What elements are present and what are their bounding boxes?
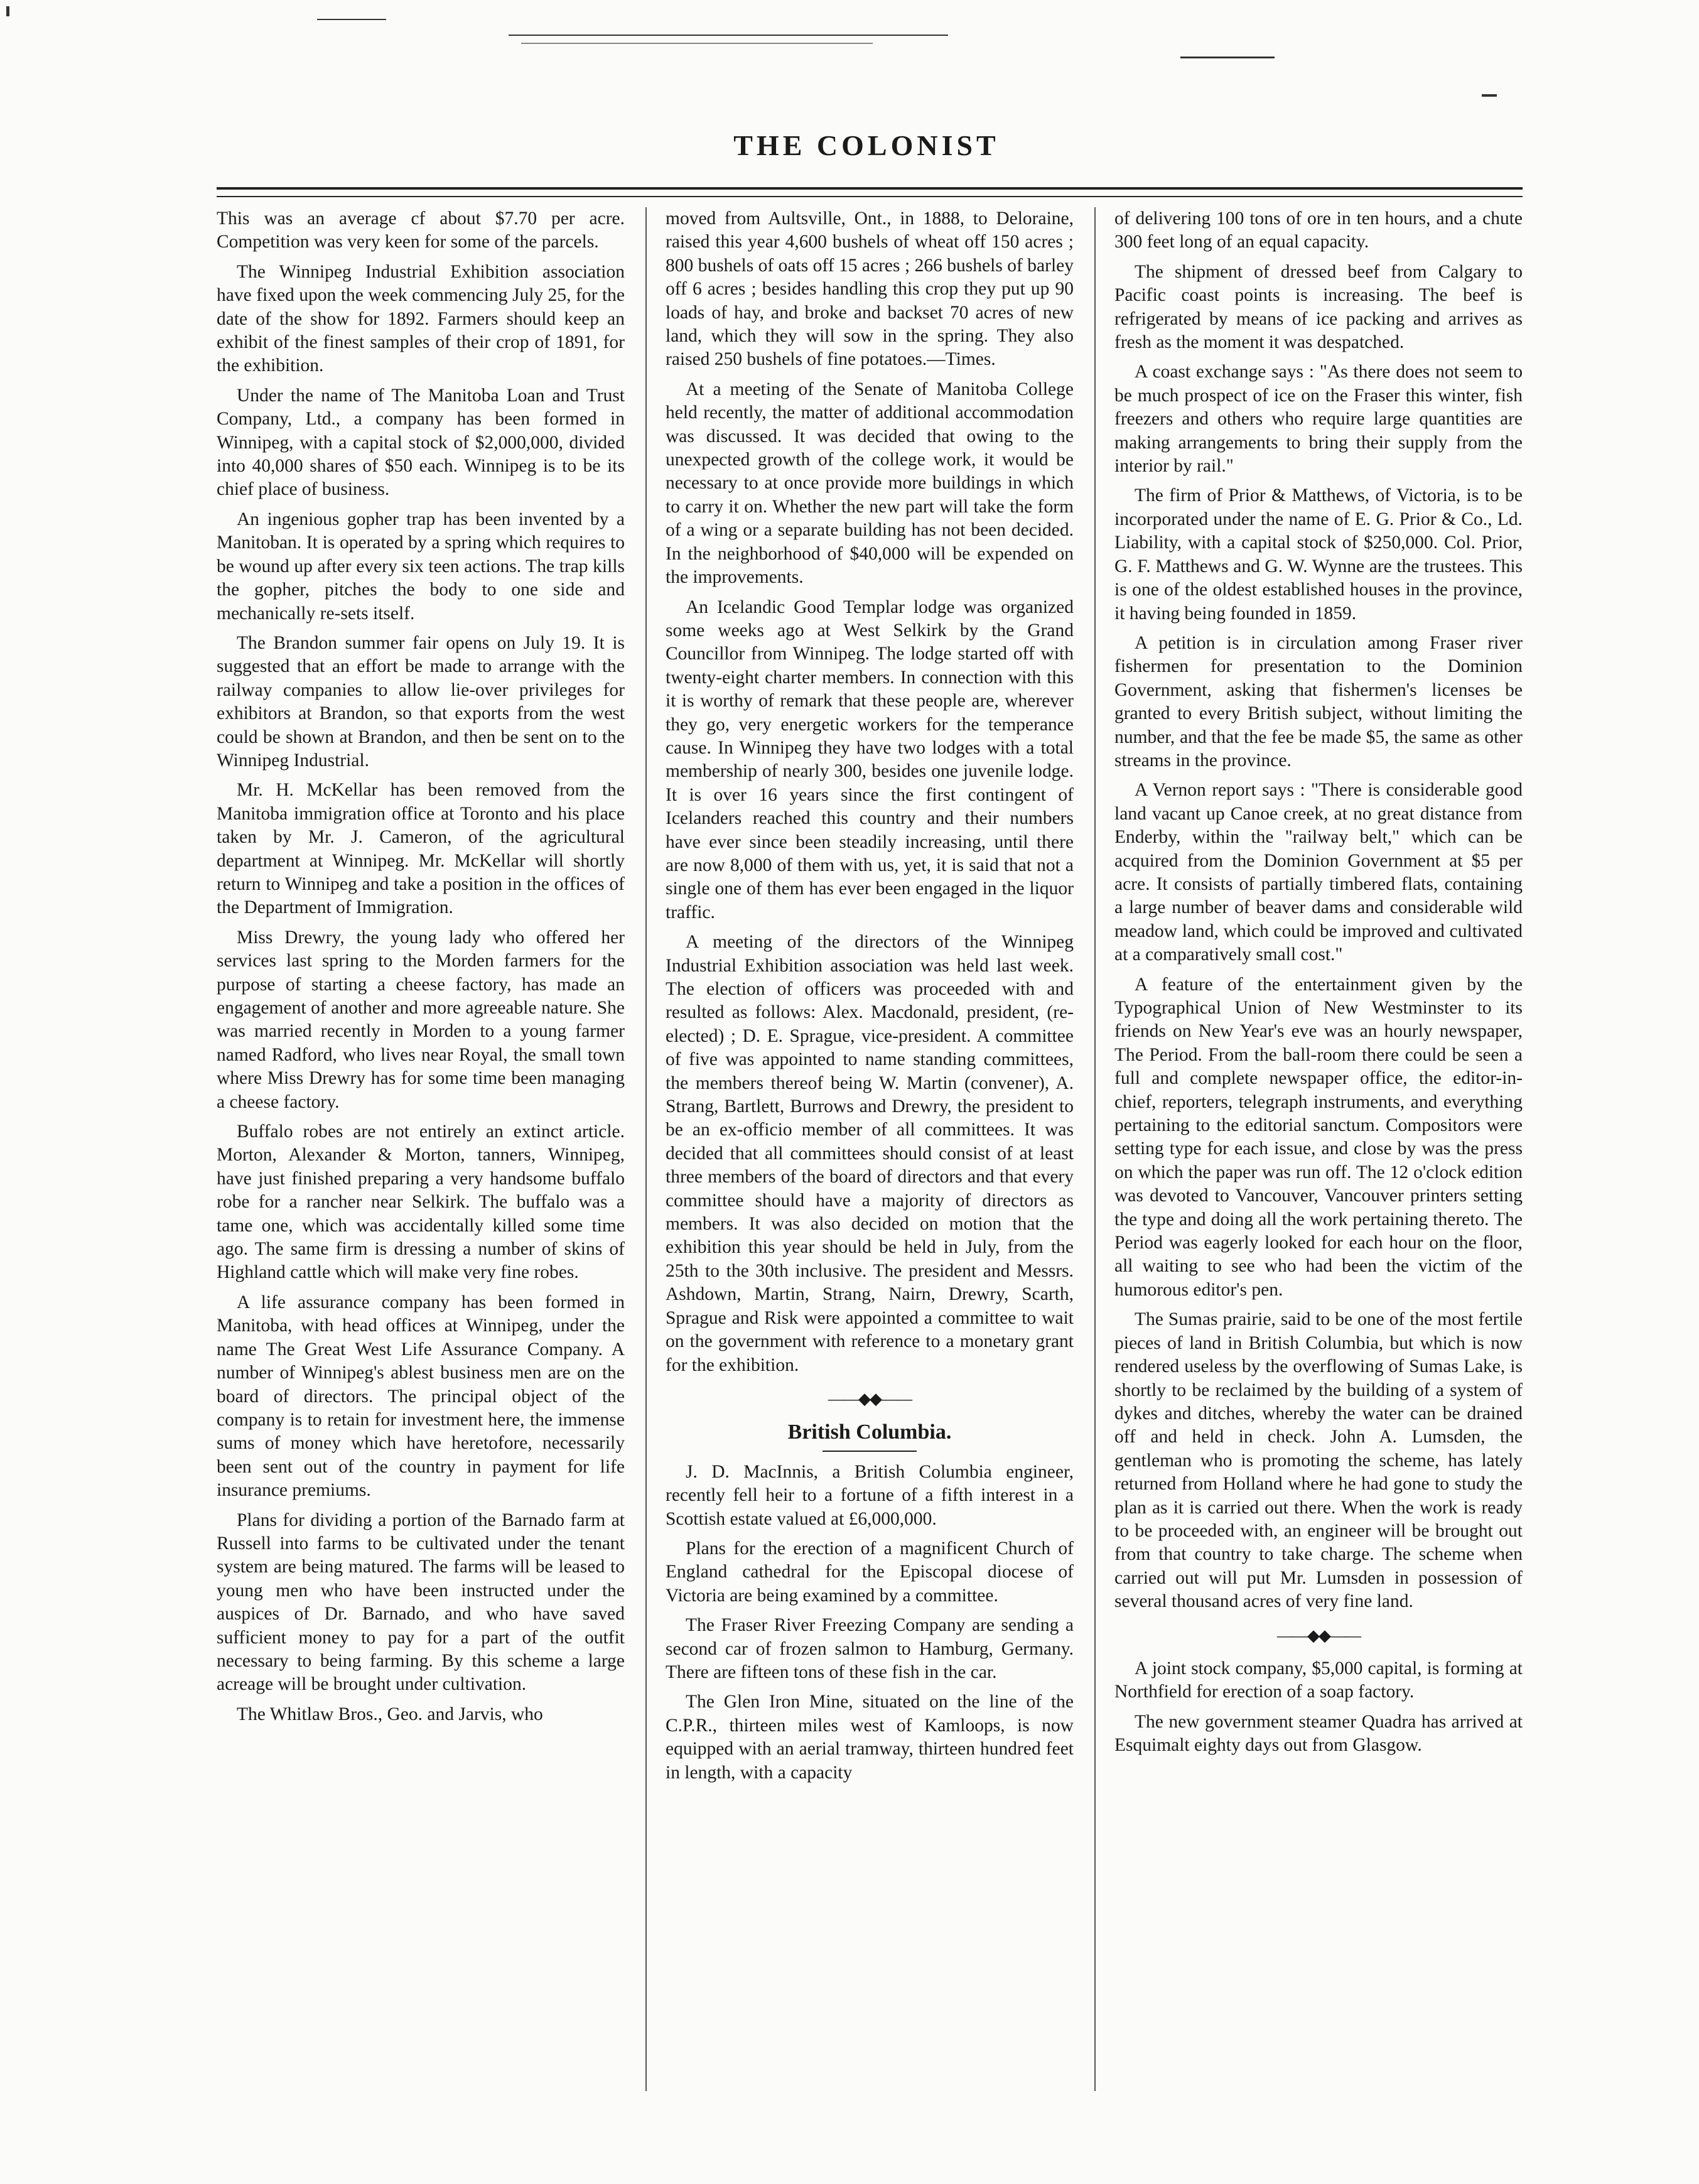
section-ornament: ——◆◆—— <box>828 1389 911 1408</box>
paragraph: Miss Drewry, the young lady who offered her services last spring to the Morden farmers for the purpose of starting a cheese factory, has made an engagement of another and more agreeable nature. She was married recently in Morden to a young farmer named Radford, who lives near Royal, the small town where Miss Drewry has for some time been managing a cheese factory. <box>217 927 625 1112</box>
paragraph: The firm of Prior & Matthews, of Victoria, is to be incorporated under the name of E. G. Prior & Co., Ld. Liability, with a capital stock of $250,000. Col. Prior, G. F. Matthews and G. W. Wynne are the trustees. This is one of the oldest established houses in the province, it having being founded in 1859. <box>1114 485 1523 624</box>
paragraph: The shipment of dressed beef from Calgary to Pacific coast points is increasing. The beef is refrigerated by means of ice packing and arrives as fresh as the moment it was despatched. <box>1114 261 1523 353</box>
section-ornament: ——◆◆—— <box>1277 1626 1360 1645</box>
paragraph: This was an average cf about $7.70 per acre. Competition was very keen for some of the parcels. <box>217 208 625 252</box>
paragraph: A feature of the entertainment given by the Typographical Union of New Westminster to its friends on New Year's eve was an hourly newspaper, The Period. From the ball-room there could be seen a full and complete newspaper office, the editor-in-chief, reporters, telegraph instruments, and everything pertaining to the editorial sanctum. Compositors were setting type for each issue, and close by was the press on which the paper was run off. The 12 o'clock edition was devoted to Vancouver, Vancouver printers setting the type and doing all the work pertaining thereto. The Period was eagerly looked for each hour on the floor, all waiting to see who had been the victim of the humorous editor's pen. <box>1114 974 1523 1300</box>
paragraph: Under the name of The Manitoba Loan and Trust Company, Ltd., a company has been formed in Winnipeg, with a capital stock of $2,000,000, divided into 40,000 shares of $50 each. Winnipeg is to be its chief place of business. <box>217 385 625 500</box>
column-2 <box>666 207 1074 2097</box>
masthead-rule <box>217 187 1523 190</box>
section-heading: British Columbia. <box>787 1420 952 1444</box>
paragraph: The Sumas prairie, said to be one of the most fertile pieces of land in British Columbia, but which is now rendered useless by the overflowing of Sumas Lake, is shortly to be reclaimed by the building of a system of dykes and ditches, whereby the water can be drained off and held in check. John A. Lumsden, the gentleman who is promoting the scheme, has lately returned from Holland where he had gone to study the plan as it is carried out there. When the work is ready to be proceeded with, an engineer will be brought out from that country to take charge. The scheme when carried out will put Mr. Lumsden in possession of several thousand acres of very fine land. <box>1114 1309 1523 1612</box>
heading-rule <box>823 1451 917 1452</box>
paragraph: A life assurance company has been formed in Manitoba, with head offices at Winnipeg, under the name The Great West Life Assurance Company. A number of Winnipeg's ablest business men are on the board of directors. The principal object of the company is to retain for investment here, the immense sums of money which have heretofore, necessarily been sent out of the country in payment for life insurance premiums. <box>217 1292 625 1501</box>
paragraph: Plans for dividing a portion of the Barnado farm at Russell into farms to be cultivated under the tenant system are being matured. The farms will be leased to young men who have been instructed under the auspices of Dr. Barnado, and who have saved sufficient money to pay for a part of the outfit necessary to being farming. By this scheme a large acreage will be brought under cultivation. <box>217 1510 625 1695</box>
column-3 <box>1114 207 1523 2097</box>
paragraph: A Vernon report says : "There is considerable good land vacant up Canoe creek, at no great distance from Enderby, within the "railway belt," which can be acquired from the Dominion Government at $5 per acre. It consists of partially timbered flats, containing a large number of beaver dams and considerable wild meadow land, which could be improved and cultivated at a comparatively small cost." <box>1114 780 1523 965</box>
masthead-rule <box>217 196 1523 197</box>
paragraph: The Brandon summer fair opens on July 19. It is suggested that an effort be made to arrange with the railway companies to allow lie-over privileges for exhibitors at Brandon, so that exports from the west could be shown at Brandon, and then be sent on to the Winnipeg Industrial. <box>217 632 625 770</box>
paragraph: An Icelandic Good Templar lodge was organized some weeks ago at West Selkirk by the Grand Councillor from Winnipeg. The lodge started off with twenty-eight charter members. In connection with this it is worthy of remark that these people are, wherever they go, very energetic workers for the temperance cause. In Winnipeg they have two lodges with a total membership of nearly 300, besides one juvenile lodge. It is over 16 years since the first contingent of Icelanders reached this country and their numbers have ever since been steadily increasing, until there are now 8,000 of them with us, yet, it is said that not a single one of them has ever been engaged in the liquor traffic. <box>666 597 1074 922</box>
paragraph: of delivering 100 tons of ore in ten hours, and a chute 300 feet long of an equal capacity. <box>1114 208 1523 252</box>
paragraph: The Winnipeg Industrial Exhibition association have fixed upon the week commencing July 25, for the date of the show for 1892. Farmers should keep an exhibit of the finest samples of their crop of 1891, for the exhibition. <box>217 261 625 376</box>
column-1 <box>217 207 625 2097</box>
paragraph: The Fraser River Freezing Company are sending a second car of frozen salmon to Hamburg, Germany. There are fifteen tons of these fish in the car. <box>666 1615 1074 1682</box>
article-columns <box>217 207 1523 2097</box>
paragraph: A joint stock company, $5,000 capital, is forming at Northfield for erection of a soap factory. <box>1114 1658 1523 1702</box>
scan-mark <box>1180 57 1275 58</box>
scan-mark <box>6 6 9 16</box>
paragraph: The Glen Iron Mine, situated on the line of the C.P.R., thirteen miles west of Kamloops, is now equipped with an aerial tramway, thirteen hundred feet in length, with a capacity <box>666 1692 1074 1783</box>
paragraph: Plans for the erection of a magnificent Church of England cathedral for the Episcopal diocese of Victoria are being examined by a committee. <box>666 1538 1074 1606</box>
paragraph: A meeting of the directors of the Winnipeg Industrial Exhibition association was held last week. The election of officers was proceeded with and resulted as follows: Alex. Macdonald, president, (re-elected) ; D. E. Sprague, vice-president. A committee of five was appointed to name standing committees, the members thereof being W. Martin (convener), A. Strang, Bartlett, Burrows and Drewry, the president to be an ex-officio member of all committees. It was decided that all committees should consist of at least three members of the board of directors and that every committee should have a majority of directors as members. It was also decided on motion that the exhibition this year should be held in July, from the 25th to the 30th inclusive. The president and Messrs. Ashdown, Martin, Strang, Nairn, Drewry, Scarth, Sprague and Risk were appointed a committee to wait on the government with reference to a monetary grant for the exhibition. <box>666 932 1074 1375</box>
paragraph: moved from Aultsville, Ont., in 1888, to Deloraine, raised this year 4,600 bushels of wheat off 150 acres ; 800 bushels of oats off 15 acres ; 266 bushels of barley off 6 acres ; besides handling this crop they put up 90 loads of hay, and broke and backset 70 acres of new land, which they will sow in the spring. They also raised 250 bushels of fine potatoes.—Times. <box>666 208 1074 370</box>
paragraph: A coast exchange says : "As there does not seem to be much prospect of ice on the Fraser this winter, fish freezers and others who require large quantities are making arrangements to bring their supply from the interior by rail." <box>1114 362 1523 477</box>
paragraph: A petition is in circulation among Fraser river fishermen for presentation to the Dominion Government, asking that fishermen's licenses be granted to every British subject, without limiting the number, and that the fee be made $5, the same as other streams in the province. <box>1114 632 1523 770</box>
paragraph: J. D. MacInnis, a British Columbia engineer, recently fell heir to a fortune of a fifth interest in a Scottish estate valued at £6,000,000. <box>666 1461 1074 1529</box>
column-divider <box>1094 207 1096 2091</box>
scan-mark <box>317 19 386 20</box>
scan-mark <box>521 43 873 44</box>
paragraph: The new government steamer Quadra has arrived at Esquimalt eighty days out from Glasgow. <box>1114 1711 1523 1756</box>
scan-mark <box>509 35 948 36</box>
paragraph: Buffalo robes are not entirely an extinct article. Morton, Alexander & Morton, tanners, Winnipeg, have just finished preparing a very handsome buffalo robe for a rancher near Selkirk. The buffalo was a tame one, which was accidentally killed some time ago. The same firm is dressing a number of skins of Highland cattle which will make very fine robes. <box>217 1122 625 1283</box>
paragraph: An ingenious gopher trap has been invented by a Manitoban. It is operated by a spring which requires to be wound up after every six teen actions. The trap kills the gopher, pitches the body to one side and mechanically re-sets itself. <box>217 509 625 624</box>
scan-mark <box>1482 94 1497 97</box>
masthead-title: THE COLONIST <box>733 129 1000 161</box>
paragraph: The Whitlaw Bros., Geo. and Jarvis, who <box>237 1704 543 1724</box>
column-divider <box>645 207 647 2091</box>
paragraph: At a meeting of the Senate of Manitoba College held recently, the matter of additional accommodation was discussed. It was decided that owing to the unexpected growth of the college work, it would be necessary to at once provide more buildings in which to carry it on. Whether the new part will take the form of a wing or a separate building has not been decided. In the neighborhood of $40,000 will be expended on the improvements. <box>666 379 1074 588</box>
paragraph: Mr. H. McKellar has been removed from the Manitoba immigration office at Toronto and his place taken by Mr. J. Cameron, of the agricultural department at Winnipeg. Mr. McKellar will shortly return to Winnipeg and take a position in the offices of the Department of Immigration. <box>217 780 625 918</box>
